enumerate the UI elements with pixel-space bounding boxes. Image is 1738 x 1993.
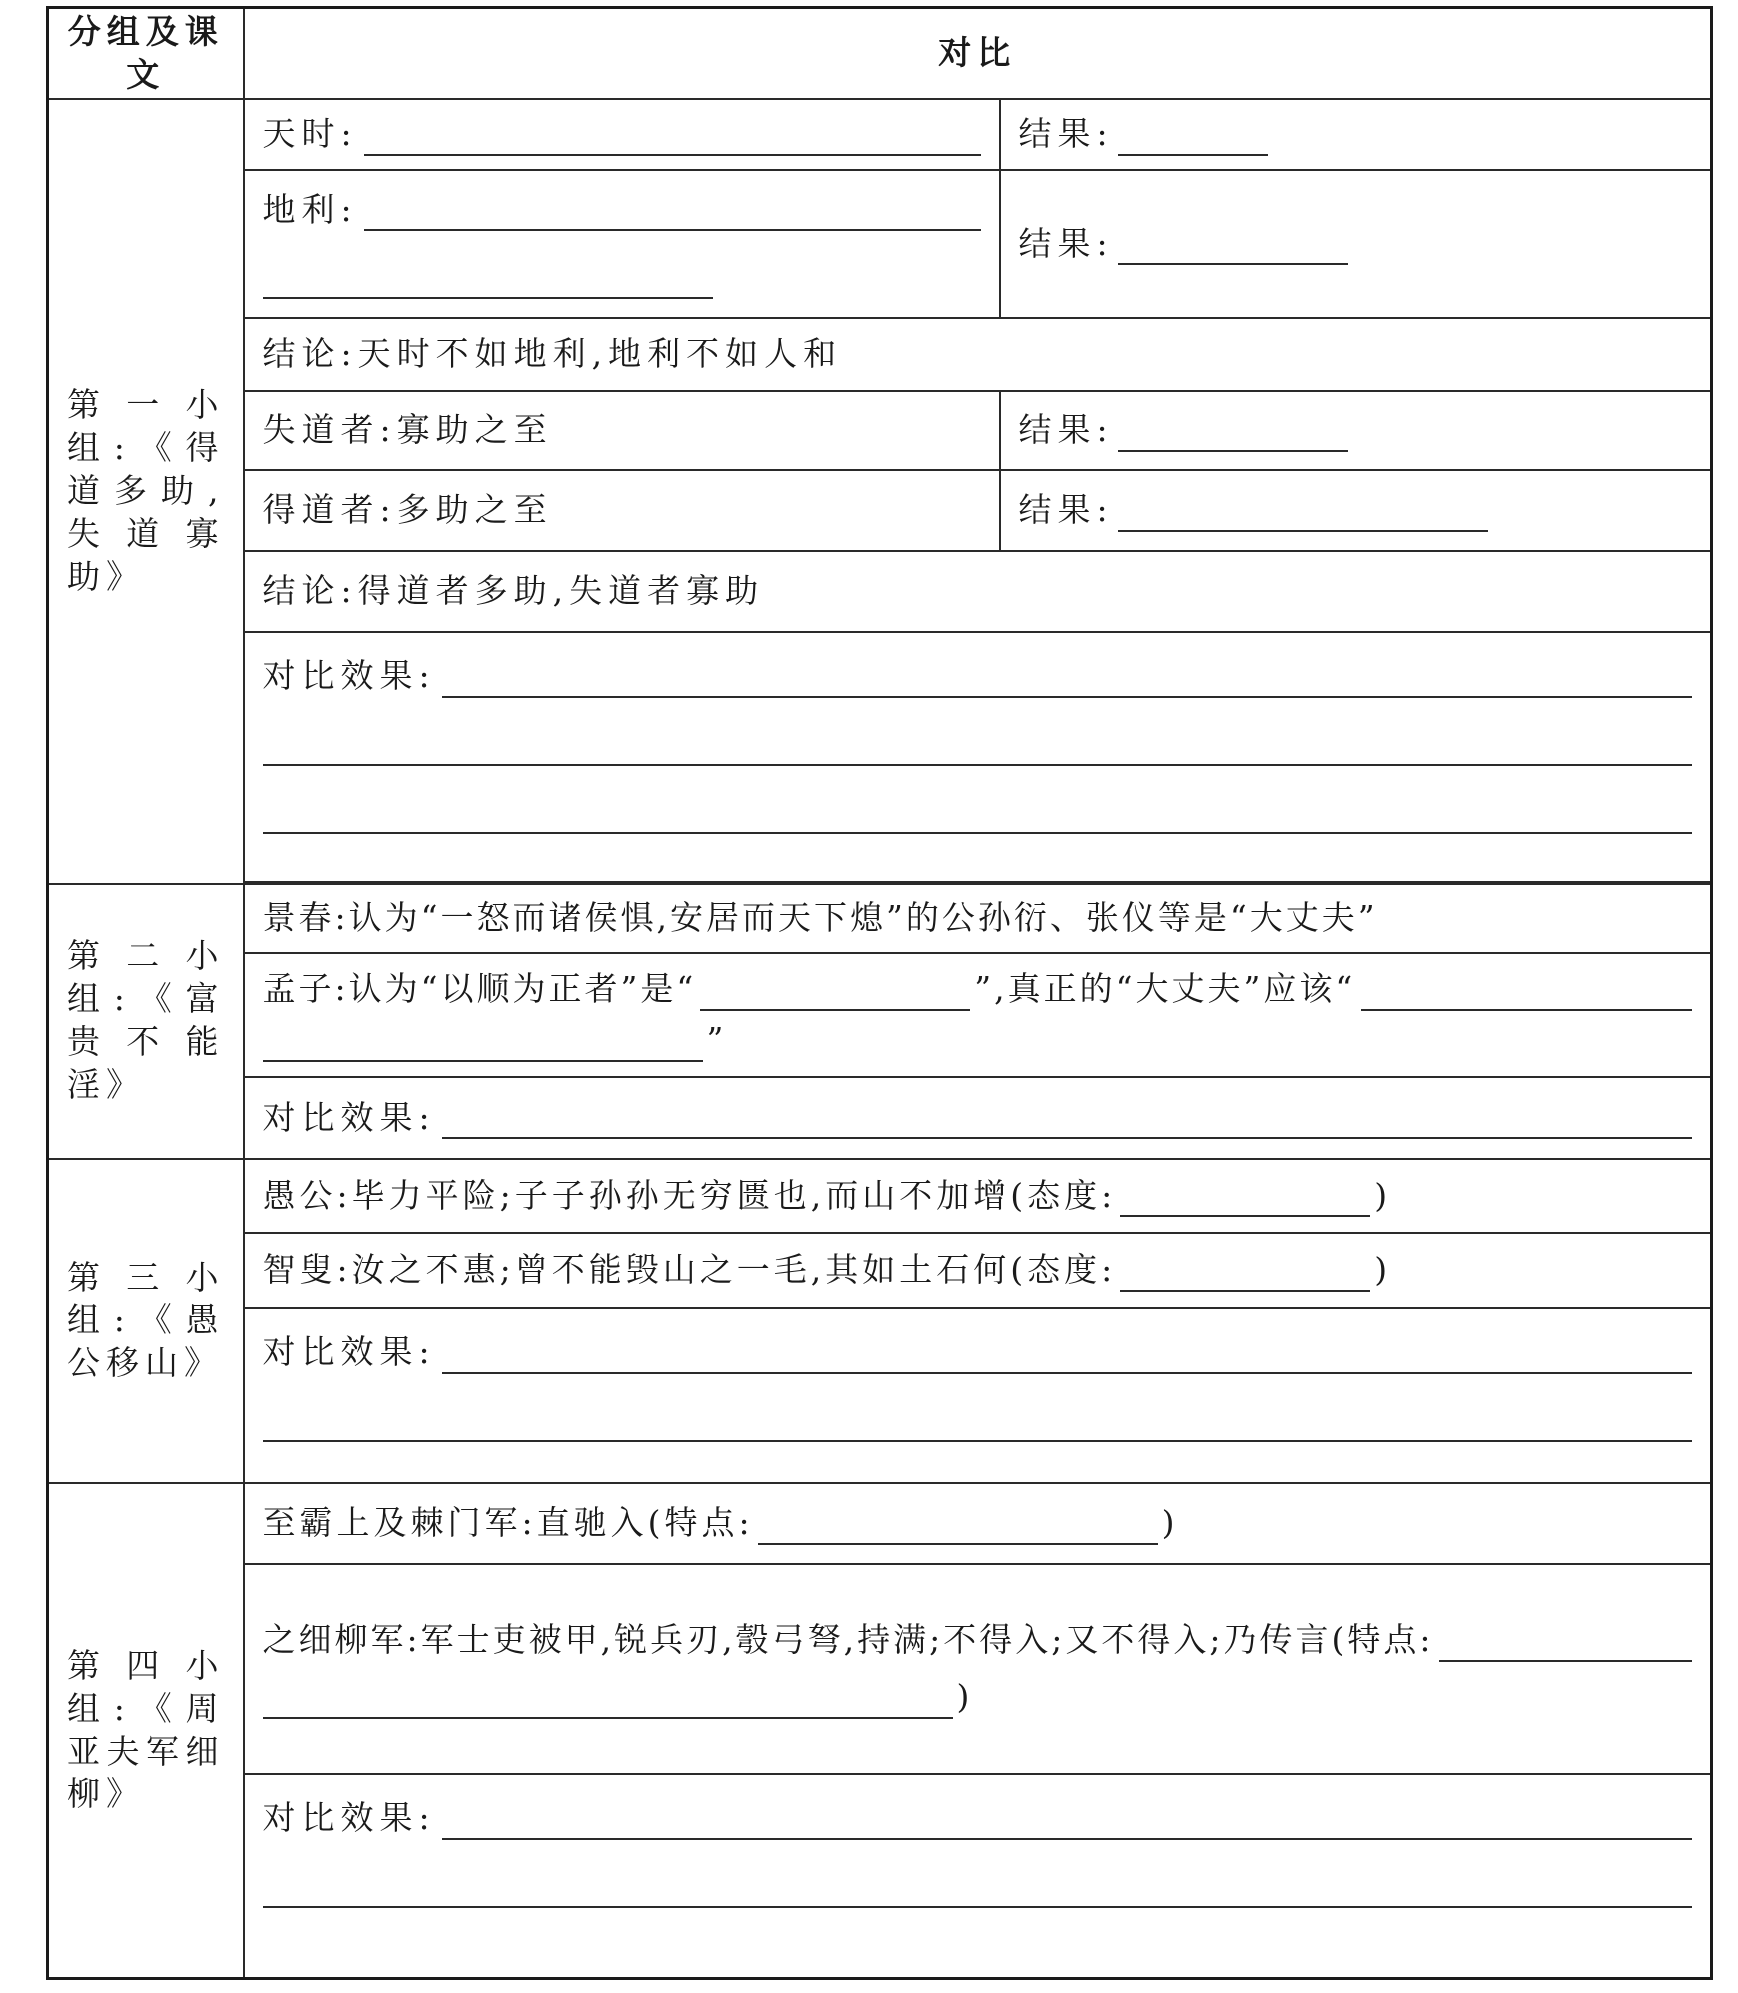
header-comparison: 对比 <box>244 8 1712 100</box>
g1-result2-blank[interactable] <box>1118 229 1348 265</box>
g3-effect-blank-2[interactable] <box>263 1396 1693 1442</box>
g1-tianshi-cell <box>244 99 1000 170</box>
g3-effect-cell <box>244 1308 1712 1483</box>
g4-xiliu-a: 之细柳军:军士吏被甲,锐兵刃,彀弓弩,持满;不得入;又不得入;乃传言(特点: <box>262 1620 1434 1660</box>
g1-result3-blank[interactable] <box>1118 416 1348 452</box>
g4-xiliu-row <box>48 1564 1712 1774</box>
g4-bashang-b: ) <box>1161 1503 1179 1543</box>
g3-zhisou-blank[interactable] <box>1120 1256 1370 1292</box>
g1-result4-blank[interactable] <box>1118 496 1488 532</box>
g4-xiliu-b: ) <box>956 1677 973 1717</box>
g3-zhisou-b: ) <box>1374 1250 1392 1290</box>
g4-effect-cell <box>244 1774 1712 1978</box>
g2-mengzi-c: ” <box>706 1019 727 1059</box>
g2-mengzi-b: ”,真正的“大丈夫”应该“ <box>974 969 1356 1009</box>
comparison-worksheet <box>46 6 1710 1980</box>
g3-yugong-cell <box>244 1159 1712 1234</box>
g4-xiliu-blank-1[interactable] <box>1439 1624 1692 1662</box>
g2-effect-row <box>48 1077 1712 1158</box>
g4-bashang-cell <box>244 1483 1712 1564</box>
g1-effect-label: 对比效果: <box>262 656 436 696</box>
g1-result2-label: 结果: <box>1018 223 1114 263</box>
g4-effect-blank-2[interactable] <box>263 1862 1693 1908</box>
g1-result3-label: 结果: <box>1018 409 1114 449</box>
g1-effect-blank-1[interactable] <box>442 660 1692 698</box>
g4-bashang-blank[interactable] <box>758 1509 1158 1545</box>
g2-jingchun-row <box>48 884 1712 953</box>
g1-result1-label: 结果: <box>1018 114 1114 154</box>
g1-shidao-row <box>48 391 1712 470</box>
header-row <box>48 8 1712 100</box>
g1-conclusion2-row <box>48 551 1712 632</box>
g4-xiliu-cell <box>244 1564 1712 1774</box>
g1-dili-blank[interactable] <box>364 193 981 231</box>
g1-tianshi-row <box>48 99 1712 170</box>
g1-conclusion1-row <box>48 318 1712 391</box>
g1-tianshi-label: 天时: <box>262 114 358 154</box>
comparison-table <box>46 6 1713 1980</box>
g4-bashang-row <box>48 1483 1712 1564</box>
g1-result4-cell <box>1000 470 1712 551</box>
g2-jingchun: 景春:认为“一怒而诸侯惧,安居而天下熄”的公孙衍、张仪等是“大丈夫” <box>244 884 1712 953</box>
g1-result3-cell <box>1000 391 1712 470</box>
g1-dedao: 得道者:多助之至 <box>244 470 1000 551</box>
g1-shidao: 失道者:寡助之至 <box>244 391 1000 470</box>
g4-effect-label: 对比效果: <box>262 1798 436 1838</box>
g2-mengzi-a: 孟子:认为“以顺为正者”是“ <box>262 969 697 1009</box>
g1-tianshi-blank[interactable] <box>364 118 981 156</box>
g1-dedao-row <box>48 470 1712 551</box>
g1-effect-blank-3[interactable] <box>263 788 1693 834</box>
g3-yugong-a: 愚公:毕力平险;子子孙孙无穷匮也,而山不加增(态度: <box>262 1175 1117 1215</box>
g1-effect-blank-2[interactable] <box>263 720 1693 766</box>
g1-effect-cell <box>244 632 1712 882</box>
g1-conclusion2: 结论:得道者多助,失道者寡助 <box>244 551 1712 632</box>
g1-result1-cell <box>1000 99 1712 170</box>
header-groups: 分组及课文 <box>48 8 244 100</box>
group4-name <box>48 1483 244 1978</box>
g2-mengzi-cell <box>244 953 1712 1078</box>
group1-label: 第一小组:《得道多助,失道寡助》 <box>67 385 225 596</box>
g1-dili-cell <box>244 170 1000 318</box>
group2-label: 第二小组:《富贵不能淫》 <box>67 936 225 1105</box>
g1-result2-cell <box>1000 170 1712 318</box>
g3-effect-row <box>48 1308 1712 1483</box>
g3-yugong-b: ) <box>1374 1175 1392 1215</box>
g1-conclusion1: 结论:天时不如地利,地利不如人和 <box>244 318 1712 391</box>
g2-mengzi-row <box>48 953 1712 1078</box>
group1-name <box>48 99 244 884</box>
g2-mengzi-blank-2[interactable] <box>1361 973 1692 1011</box>
group3-name <box>48 1159 244 1484</box>
g1-result4-label: 结果: <box>1018 489 1114 529</box>
g3-yugong-blank[interactable] <box>1120 1181 1370 1217</box>
g3-zhisou-cell <box>244 1233 1712 1308</box>
g4-bashang-a: 至霸上及棘门军:直驰入(特点: <box>262 1503 754 1543</box>
g3-zhisou-a: 智叟:汝之不惠;曾不能毁山之一毛,其如土石何(态度: <box>262 1250 1117 1290</box>
g1-effect-row <box>48 632 1712 882</box>
g2-effect-blank[interactable] <box>442 1101 1692 1139</box>
g4-effect-row <box>48 1774 1712 1978</box>
g1-dili-label: 地利: <box>262 189 358 229</box>
group2-name <box>48 884 244 1159</box>
g2-effect-label: 对比效果: <box>262 1097 436 1137</box>
g3-effect-label: 对比效果: <box>262 1332 436 1372</box>
g2-effect-cell <box>244 1077 1712 1158</box>
g4-effect-blank-1[interactable] <box>442 1802 1692 1840</box>
g2-mengzi-blank-3[interactable] <box>263 1026 703 1062</box>
g1-result1-blank[interactable] <box>1118 120 1268 156</box>
g1-dili-row <box>48 170 1712 318</box>
g3-yugong-row <box>48 1159 1712 1234</box>
g3-effect-blank-1[interactable] <box>442 1336 1692 1374</box>
group4-label: 第四小组:《周亚夫军细柳》 <box>67 1645 225 1814</box>
g1-dili-blank-2[interactable] <box>263 253 713 299</box>
g3-zhisou-row <box>48 1233 1712 1308</box>
g4-xiliu-blank-2[interactable] <box>263 1683 953 1719</box>
group3-label: 第三小组:《愚公移山》 <box>67 1257 225 1383</box>
g2-mengzi-blank-1[interactable] <box>700 975 970 1011</box>
